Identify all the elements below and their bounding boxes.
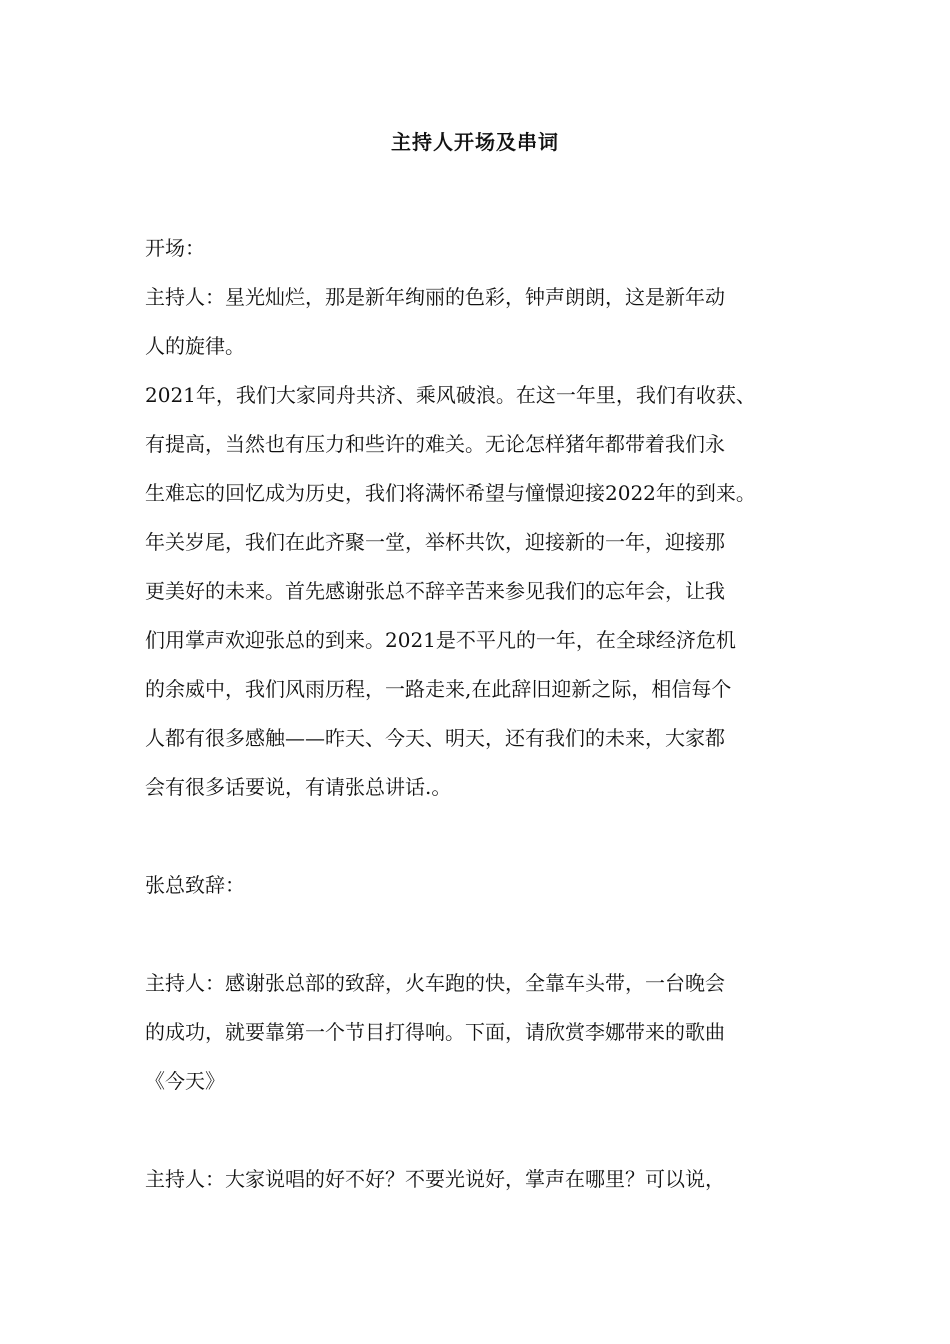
section-label-opening: 开场： — [145, 236, 205, 260]
blank-line — [145, 1106, 825, 1155]
blank-line — [145, 910, 825, 959]
paragraph-line: 《今天》 — [145, 1069, 225, 1093]
paragraph-line: 人的旋律。 — [145, 334, 245, 358]
paragraph-line: 年关岁尾，我们在此齐聚一堂，举杯共饮，迎接新的一年，迎接那 — [145, 530, 725, 554]
paragraph-line: 更美好的未来。首先感谢张总不辞辛苦来参见我们的忘年会，让我 — [145, 579, 725, 603]
section-label-speech: 张总致辞： — [145, 873, 245, 897]
paragraph-line: 的成功，就要靠第一个节目打得响。下面，请欣赏李娜带来的歌曲 — [145, 1020, 725, 1044]
paragraph-line: 主持人：感谢张总部的致辞，火车跑的快，全靠车头带，一台晚会 — [145, 971, 725, 995]
paragraph-line: 人都有很多感触——昨天、今天、明天，还有我们的未来，大家都 — [145, 726, 725, 750]
paragraph-line: 生难忘的回忆成为历史，我们将满怀希望与憧憬迎接2022年的到来。 — [145, 481, 756, 505]
document-body — [145, 224, 825, 1204]
paragraph-line: 会有很多话要说，有请张总讲话.。 — [145, 775, 452, 799]
paragraph-line: 的余威中，我们风雨历程，一路走来,在此辞旧迎新之际，相信每个 — [145, 677, 732, 701]
paragraph-line: 们用掌声欢迎张总的到来。2021是不平凡的一年，在全球经济危机 — [145, 628, 736, 652]
paragraph-line: 主持人：大家说唱的好不好？不要光说好，掌声在哪里？可以说， — [145, 1167, 725, 1191]
paragraph-line: 有提高，当然也有压力和些许的难关。无论怎样猪年都带着我们永 — [145, 432, 725, 456]
document-title: 主持人开场及串词 — [391, 130, 559, 154]
paragraph-line: 主持人：星光灿烂，那是新年绚丽的色彩，钟声朗朗，这是新年动 — [145, 285, 725, 309]
paragraph-line: 2021年，我们大家同舟共济、乘风破浪。在这一年里，我们有收获、 — [145, 383, 756, 407]
blank-line — [145, 812, 825, 861]
